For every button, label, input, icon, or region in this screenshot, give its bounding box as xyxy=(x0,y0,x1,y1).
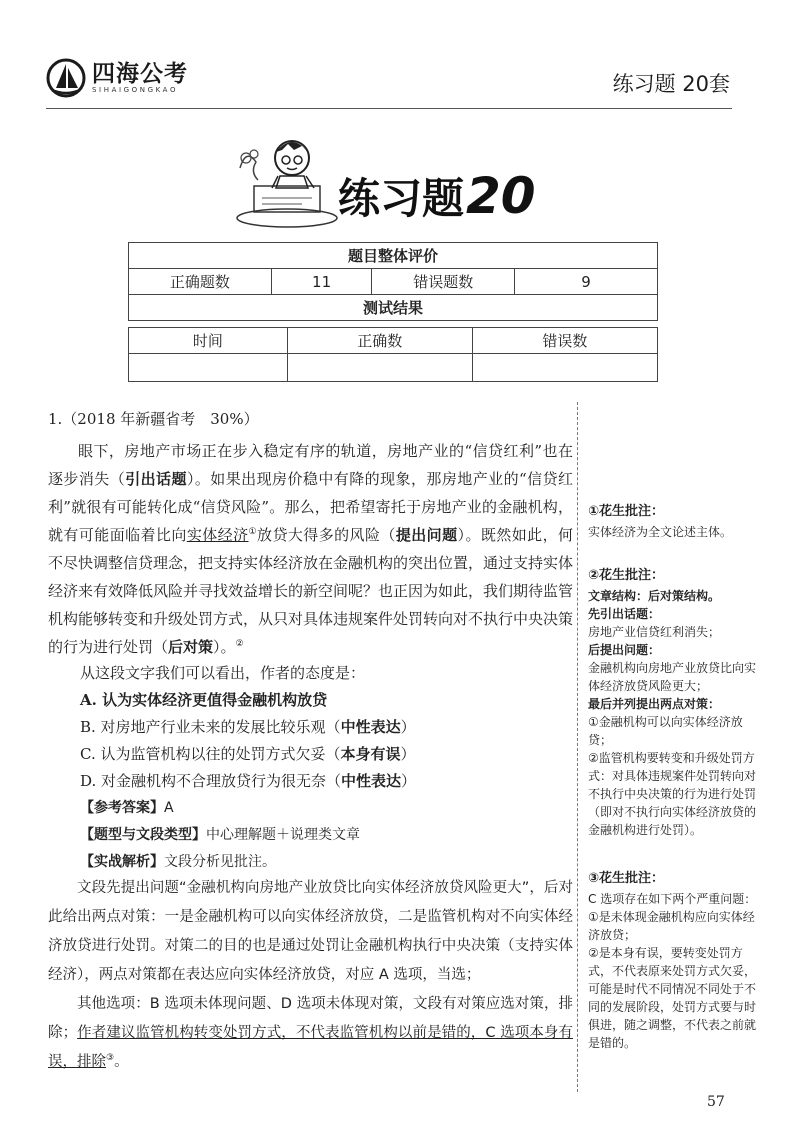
analysis-body xyxy=(48,874,573,1077)
evaluation-table xyxy=(128,242,658,321)
brand-subtitle: SIHAIGONGKAO xyxy=(92,86,179,94)
brand-logo xyxy=(46,58,188,98)
note-3-line-1: C 选项存在如下两个严重问题： xyxy=(588,892,757,906)
passage-seg-4: ）。既然如此，何不尽快调整信贷理念，把支持实体经济放在金融机构的突出位置，通过支持实体经济来有效降低风险并寻找效益增长的新空间呢？也正因为如此，我们期待监管机构能够转变和升级处罚方式，从只对具体违规案件处罚转向对不执行中央决策的行为进行处罚（ xyxy=(48,526,574,656)
margin-divider xyxy=(577,402,578,1092)
analysis-p2-underlined: 作者建议监管机构转变处罚方式，不代表监管机构以前是错的，C 选项本身有误，排除 xyxy=(48,1025,574,1070)
answer-label: 【参考答案】 xyxy=(80,800,164,816)
note-marker-3[interactable]: ③ xyxy=(106,1053,115,1064)
page-title xyxy=(338,166,536,226)
wrong-cell[interactable] xyxy=(472,354,657,382)
note-marker-2[interactable]: ② xyxy=(235,639,244,649)
set-title: 练习题 20套 xyxy=(612,72,730,96)
note-3-heading: ③花生批注： xyxy=(588,871,665,886)
note-2-line-8: ②监管机构要转变和升级处罚方式：对具体违规案件处罚转向对不执行中央决策的行为进行处罚（即对不执行向实体经济放贷的金融机构进行处罚）。 xyxy=(588,751,757,837)
time-cell[interactable] xyxy=(129,354,288,382)
analysis-p2-first: 其他选项：B 选项未体现问题、D 选项未体现对策，文段有对策应选对策，排除； xyxy=(48,996,573,1041)
note-2-line-3: 房地产业信贷红利消失； xyxy=(588,625,721,639)
option-b-close: ） xyxy=(400,718,416,736)
correct-count-value: 11 xyxy=(271,269,372,295)
note-3-line-2: ①是未体现金融机构应向实体经济放贷； xyxy=(588,910,755,942)
option-b[interactable] xyxy=(48,714,573,741)
note-2-line-1: 文章结构：后对策结构。 xyxy=(588,589,721,603)
option-c-tag: 本身有误 xyxy=(340,745,401,763)
option-c[interactable] xyxy=(48,741,573,768)
header-divider xyxy=(46,108,732,109)
note-1-heading: ①花生批注： xyxy=(588,504,665,519)
margin-note-3 xyxy=(588,870,758,1052)
passage-seg-1: 眼下，房地产市场正在步入稳定有序的轨道，房地产业的“信贷红利”也在逐步消失（ xyxy=(48,442,573,488)
analysis-value: 文段分析见批注。 xyxy=(164,854,276,870)
analysis-paragraph-1: 文段先提出问题“金融机构向房地产业放贷比向实体经济放贷风险更大”，后对此给出两点对策：一是金融机构可以向实体经济放贷，二是监管机构对不向实体经济放贷进行处罚。对策二的目的也是通过处罚让金融机构执行中央决策（支持实体经济），两点对策都在表达应向实体经济放贷，对应 A 选项，当选； xyxy=(48,880,573,983)
type-line xyxy=(48,822,573,849)
wrong-col-header: 错误数 xyxy=(472,328,657,354)
keyword-real-economy: 实体经济 xyxy=(186,526,249,544)
brand-name: 四海公考 xyxy=(92,61,188,87)
analysis-label: 【实战解析】 xyxy=(80,854,164,870)
wrong-count-value: 9 xyxy=(515,269,658,295)
passage-seg-5: ）。 xyxy=(213,638,236,656)
tag-introduce-topic: 引出话题 xyxy=(125,470,187,488)
tag-countermeasure: 后对策 xyxy=(168,638,214,656)
note-2-heading: ②花生批注： xyxy=(588,568,665,583)
option-c-text: C. 认为监管机构以往的处罚方式欠妥（ xyxy=(80,745,341,763)
test-result-table xyxy=(128,327,658,382)
option-d-tag: 中性表达 xyxy=(341,772,402,790)
note-2-line-5: 金融机构向房地产业放贷比向实体经济放贷风险更大； xyxy=(588,661,757,693)
test-result-header: 测试结果 xyxy=(129,295,658,321)
wrong-count-label: 错误题数 xyxy=(372,269,515,295)
option-b-tag: 中性表达 xyxy=(340,718,401,736)
option-d[interactable] xyxy=(48,768,573,795)
sailboat-logo-icon xyxy=(46,58,86,98)
note-2-line-4: 后提出问题： xyxy=(588,643,661,657)
analysis-p2-end: 。 xyxy=(114,1054,129,1070)
analysis-line xyxy=(48,849,573,876)
question-passage xyxy=(48,437,573,661)
question-stem: 从这段文字我们可以看出，作者的态度是： xyxy=(80,664,366,682)
title-text: 练习题 xyxy=(338,174,465,223)
option-b-text: B. 对房地产行业未来的发展比较乐观（ xyxy=(80,718,341,736)
correct-col-header: 正确数 xyxy=(287,328,472,354)
note-marker-1[interactable]: ① xyxy=(248,527,258,537)
page-number: 57 xyxy=(707,1094,725,1110)
correct-count-label: 正确题数 xyxy=(129,269,272,295)
question-stem-block xyxy=(48,660,573,876)
type-label: 【题型与文段类型】 xyxy=(80,827,206,843)
note-2-line-6: 最后并列提出两点对策： xyxy=(588,697,721,711)
overall-eval-header: 题目整体评价 xyxy=(129,243,658,269)
tag-raise-problem: 提出问题 xyxy=(395,526,458,544)
passage-seg-3: 放贷大得多的风险（ xyxy=(257,526,396,544)
margin-note-1 xyxy=(588,503,758,541)
option-a[interactable]: A. 认为实体经济更值得金融机构放贷 xyxy=(80,691,328,709)
analysis-paragraph-2 xyxy=(48,990,573,1077)
cartoon-student-illustration xyxy=(232,128,342,230)
option-c-close: ） xyxy=(400,745,416,763)
question-number: 1.（2018 年新疆省考 30%） xyxy=(48,410,259,428)
type-value: 中心理解题＋说理类文章 xyxy=(206,827,360,843)
correct-cell[interactable] xyxy=(287,354,472,382)
option-d-close: ） xyxy=(401,772,417,790)
note-2-line-7: ①金融机构可以向实体经济放贷； xyxy=(588,715,743,747)
note-3-line-3: ②是本身有误，要转变处罚方式，不代表原来处罚方式欠妥，可能是时代不同情况不同处于不同的发展阶段，处罚方式要与时俱进，随之调整，不代表之前就是错的。 xyxy=(588,946,757,1050)
answer-value: A xyxy=(164,800,174,816)
note-2-line-2: 先引出话题： xyxy=(588,607,661,621)
option-d-text: D. 对金融机构不合理放贷行为很无奈（ xyxy=(80,772,342,790)
passage-seg-2: ）。如果出现房价稳中有降的现象，那房地产业的“信贷红利”就很有可能转化成“信贷风险”。那么，把希望寄托于房地产业的金融机构，就有可能面临着比向 xyxy=(48,470,573,544)
answer-line xyxy=(48,795,573,822)
margin-note-2 xyxy=(588,567,758,839)
note-1-body: 实体经济为全文论述主体。 xyxy=(588,525,733,539)
title-number: 20 xyxy=(466,167,536,225)
time-col-header: 时间 xyxy=(129,328,288,354)
